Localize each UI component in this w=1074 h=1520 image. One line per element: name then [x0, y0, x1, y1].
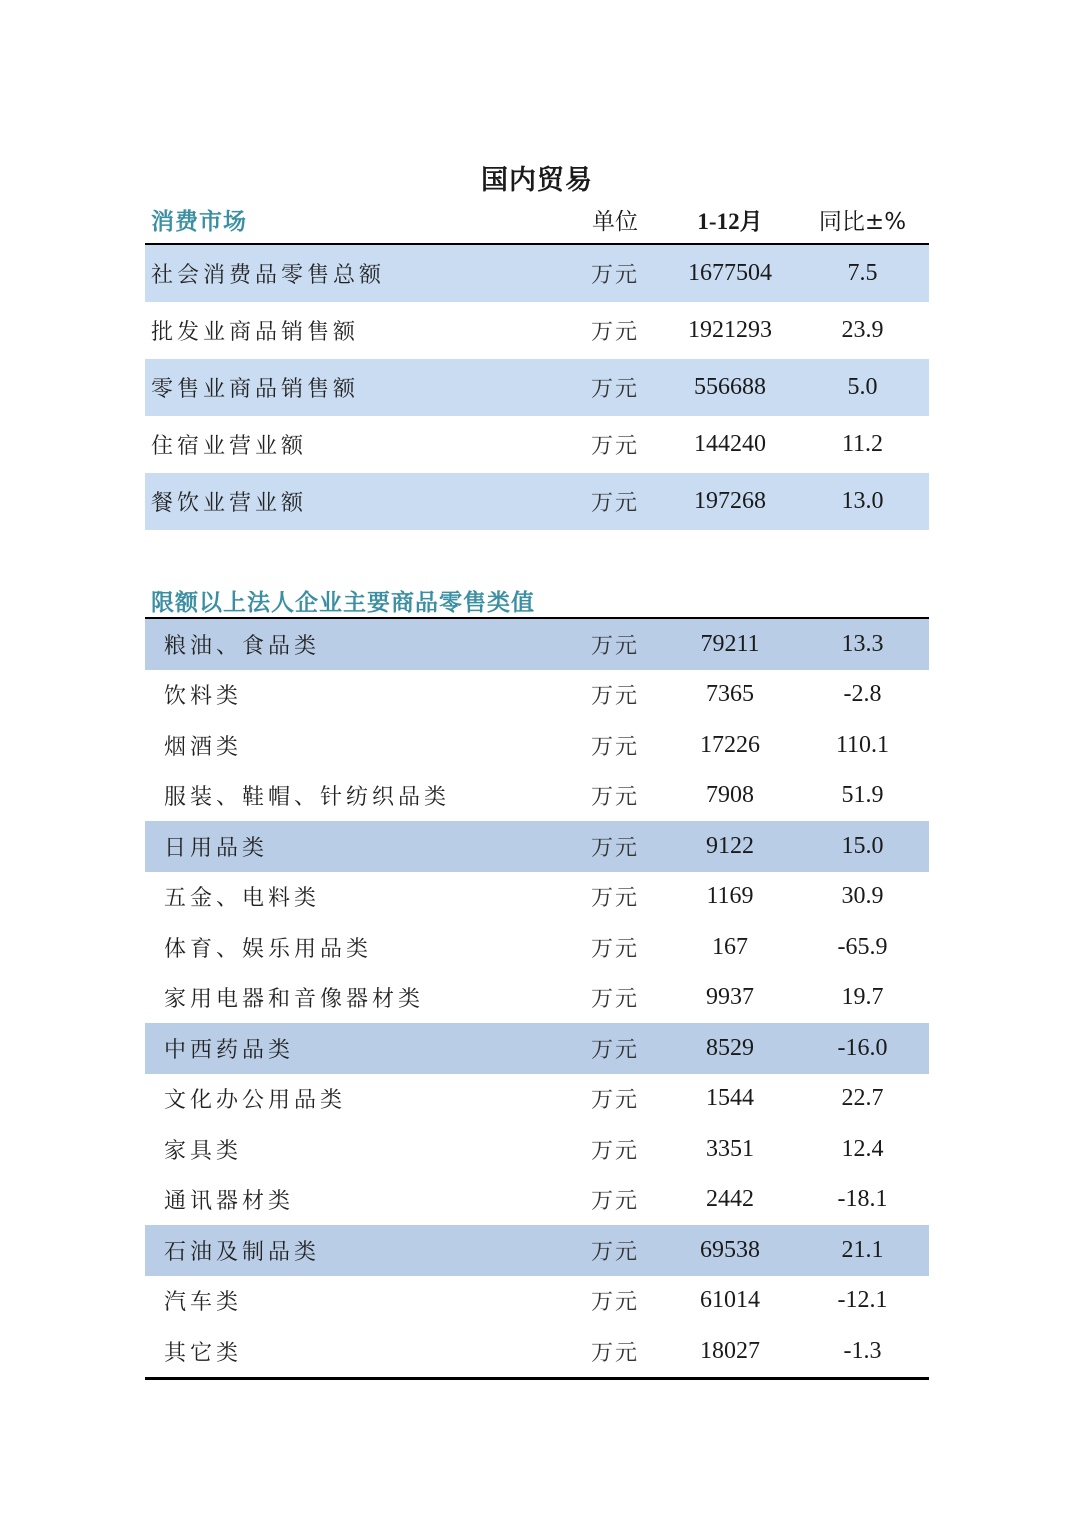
row-name: 社会消费品零售总额 — [151, 263, 386, 288]
row-name: 通讯器材类 — [164, 1189, 295, 1215]
table-row — [145, 473, 929, 530]
row-yoy: 7.5 — [847, 260, 878, 286]
retail-category-table — [145, 619, 929, 1377]
row-unit: 万元 — [590, 987, 639, 1013]
row-value: 144240 — [694, 431, 766, 457]
row-value: 69538 — [700, 1236, 760, 1263]
column-header-yoy: 同比±% — [818, 209, 907, 235]
row-unit: 万元 — [590, 1088, 639, 1114]
row-name: 五金、电料类 — [164, 886, 321, 912]
row-yoy: -2.8 — [843, 681, 882, 708]
row-unit: 万元 — [590, 377, 639, 402]
row-yoy: 13.0 — [841, 488, 884, 514]
row-value: 8529 — [706, 1034, 754, 1061]
table-row — [145, 1074, 929, 1125]
row-value: 18027 — [700, 1337, 760, 1364]
row-name: 饮料类 — [164, 684, 243, 710]
section-title: 消费市场 — [151, 208, 247, 235]
row-yoy: 23.9 — [841, 317, 884, 343]
row-yoy: 5.0 — [847, 374, 878, 400]
row-yoy: 15.0 — [841, 832, 884, 859]
table-row — [145, 973, 929, 1024]
row-unit: 万元 — [590, 1037, 639, 1063]
row-unit: 万元 — [590, 434, 639, 459]
row-name: 中西药品类 — [164, 1037, 295, 1063]
row-unit: 万元 — [590, 1239, 639, 1265]
row-unit: 万元 — [590, 734, 639, 760]
row-value: 17226 — [700, 731, 760, 758]
row-yoy: 13.3 — [841, 630, 884, 657]
row-name: 餐饮业营业额 — [151, 491, 308, 516]
row-yoy: -65.9 — [837, 933, 888, 960]
table-row — [145, 1124, 929, 1175]
row-unit: 万元 — [590, 1340, 639, 1366]
table-row — [145, 302, 929, 359]
consumer-market-table — [145, 245, 929, 530]
row-name: 日用品类 — [164, 835, 269, 861]
row-value: 197268 — [694, 488, 766, 514]
row-name: 烟酒类 — [164, 734, 243, 760]
table-row — [145, 1225, 929, 1276]
row-value: 167 — [712, 933, 748, 960]
row-name: 住宿业营业额 — [151, 434, 308, 459]
row-yoy: 22.7 — [841, 1085, 884, 1112]
row-name: 石油及制品类 — [164, 1239, 321, 1265]
table-row — [145, 1175, 929, 1226]
table-row — [145, 771, 929, 822]
row-name: 家具类 — [164, 1138, 243, 1164]
row-unit: 万元 — [590, 1138, 639, 1164]
table-row — [145, 245, 929, 302]
table-row — [145, 872, 929, 923]
row-unit: 万元 — [590, 684, 639, 710]
column-header-unit: 单位 — [592, 209, 638, 235]
row-yoy: 110.1 — [835, 731, 890, 758]
row-name: 文化办公用品类 — [164, 1088, 347, 1114]
row-name: 批发业商品销售额 — [151, 320, 360, 345]
section-header — [145, 203, 929, 243]
row-value: 3351 — [706, 1135, 754, 1162]
row-yoy: 30.9 — [841, 883, 884, 910]
table-row — [145, 1276, 929, 1327]
row-yoy: 19.7 — [841, 984, 884, 1011]
row-unit: 万元 — [590, 491, 639, 516]
table-row — [145, 922, 929, 973]
row-name: 其它类 — [164, 1340, 243, 1366]
consumer-market-section — [145, 203, 929, 530]
row-value: 9937 — [706, 984, 754, 1011]
row-value: 9122 — [706, 832, 754, 859]
row-name: 服装、鞋帽、针纺织品类 — [164, 785, 451, 811]
row-value: 79211 — [700, 630, 760, 657]
table-row — [145, 821, 929, 872]
row-yoy: 12.4 — [841, 1135, 884, 1162]
row-value: 556688 — [694, 374, 766, 400]
page-title: 国内贸易 — [481, 165, 593, 196]
row-unit: 万元 — [590, 936, 639, 962]
table-row — [145, 359, 929, 416]
table-row — [145, 1023, 929, 1074]
row-unit: 万元 — [590, 785, 639, 811]
row-unit: 万元 — [590, 1290, 639, 1316]
row-value: 1544 — [706, 1085, 754, 1112]
table-row — [145, 720, 929, 771]
table-row — [145, 619, 929, 670]
table-row — [145, 670, 929, 721]
column-header-period: 1-12月 — [697, 209, 763, 234]
section-header — [145, 584, 929, 617]
section-title: 限额以上法人企业主要商品零售类值 — [151, 589, 535, 616]
row-unit: 万元 — [590, 1189, 639, 1215]
row-yoy: 11.2 — [841, 431, 884, 457]
row-unit: 万元 — [590, 886, 639, 912]
row-value: 1677504 — [688, 260, 772, 286]
table-row — [145, 1326, 929, 1377]
row-value: 61014 — [700, 1287, 760, 1314]
row-yoy: -16.0 — [837, 1034, 888, 1061]
retail-category-section — [145, 584, 929, 1380]
row-value: 2442 — [706, 1186, 754, 1213]
row-yoy: 51.9 — [841, 782, 884, 809]
row-value: 1921293 — [688, 317, 772, 343]
row-value: 7365 — [706, 681, 754, 708]
row-value: 7908 — [706, 782, 754, 809]
row-yoy: -1.3 — [843, 1337, 882, 1364]
row-name: 体育、娱乐用品类 — [164, 936, 373, 962]
row-unit: 万元 — [590, 633, 639, 659]
row-name: 汽车类 — [164, 1290, 243, 1316]
row-yoy: -18.1 — [837, 1186, 888, 1213]
row-unit: 万元 — [590, 320, 639, 345]
row-yoy: 21.1 — [841, 1236, 884, 1263]
table-row — [145, 416, 929, 473]
row-value: 1169 — [706, 883, 754, 910]
row-name: 零售业商品销售额 — [151, 377, 360, 402]
table-bottom-rule — [145, 1377, 929, 1380]
row-name: 粮油、食品类 — [164, 633, 321, 659]
row-unit: 万元 — [590, 835, 639, 861]
row-name: 家用电器和音像器材类 — [164, 987, 425, 1013]
row-yoy: -12.1 — [837, 1287, 888, 1314]
row-unit: 万元 — [590, 263, 639, 288]
